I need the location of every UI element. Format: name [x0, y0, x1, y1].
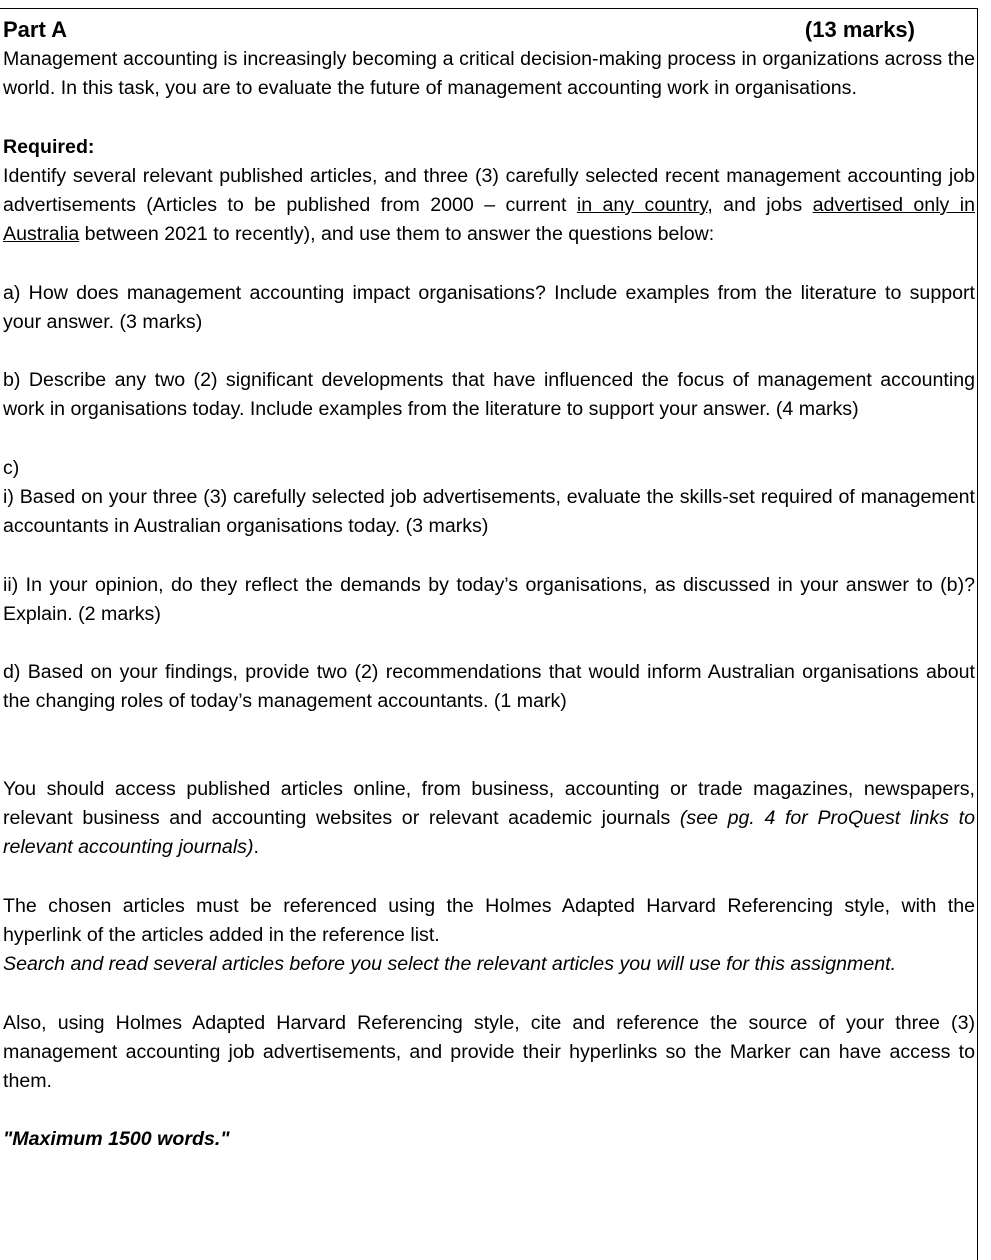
part-title: Part A	[3, 17, 67, 42]
required-underline-country: in any country	[576, 194, 708, 216]
required-paragraph	[3, 162, 975, 250]
job-ads-paragraph: Also, using Holmes Adapted Harvard Referencing style, cite and reference the source of your three (3) management accounting job advertisements, and provide their hyperlinks so the Marker can have access to them.	[3, 1011, 975, 1092]
total-marks: (13 marks)	[804, 17, 915, 42]
question-c-i: i) Based on your three (3) carefully selected job advertisements, evaluate the skills-set required of management accountants in Australian organisations today. (3 marks)	[3, 485, 975, 538]
required-text-1: Identify several relevant published articles, and three (3) carefully selected recent management accounting job advertisements (Articles to be published from 2000 – current	[3, 164, 975, 216]
question-b: b) Describe any two (2) significant developments that have influenced the focus of management accounting work in organisations today. Include examples from the literature to support your answer. (4 marks)	[3, 369, 975, 421]
section-header	[3, 15, 975, 45]
question-a: a) How does management accounting impact organisations? Include examples from the literature to support your answer. (3 marks)	[3, 281, 975, 333]
document-page	[0, 8, 978, 1260]
referencing-note: Search and read several articles before you select the relevant articles you will use for this assignment.	[3, 953, 897, 976]
required-underline-australia: advertised only in Australia	[3, 194, 976, 246]
referencing-paragraph: The chosen articles must be referenced using the Holmes Adapted Harvard Referencing style, with the hyperlink of the articles added in the reference list.	[3, 894, 975, 946]
sources-paragraph	[3, 775, 975, 863]
intro-paragraph: Management accounting is increasingly becoming a critical decision-making process in organizations across the world. In this task, you are to evaluate the future of management accounting work in organisations.	[3, 48, 975, 100]
question-d: d) Based on your findings, provide two (2) recommendations that would inform Australian organisations about the changing roles of today’s management accountants. (1 mark)	[3, 661, 975, 713]
question-c-label: c)	[3, 456, 20, 479]
word-limit: "Maximum 1500 words."	[3, 1128, 230, 1151]
required-text-2: , and jobs	[707, 194, 813, 216]
question-c-ii: ii) In your opinion, do they reflect the demands by today’s organisations, as discussed in your answer to (b)? Explain. (2 marks)	[3, 573, 975, 625]
sources-end: .	[253, 836, 259, 859]
required-text-3: between 2021 to recently), and use them to answer the questions below:	[79, 223, 715, 246]
sources-text: You should access published articles online, from business, accounting or trade magazines, newspapers, relevant business and accounting websites or relevant academic journals	[3, 777, 975, 830]
proquest-note: (see pg. 4 for ProQuest links to relevant accounting journals)	[3, 807, 975, 859]
required-label: Required:	[3, 135, 95, 158]
